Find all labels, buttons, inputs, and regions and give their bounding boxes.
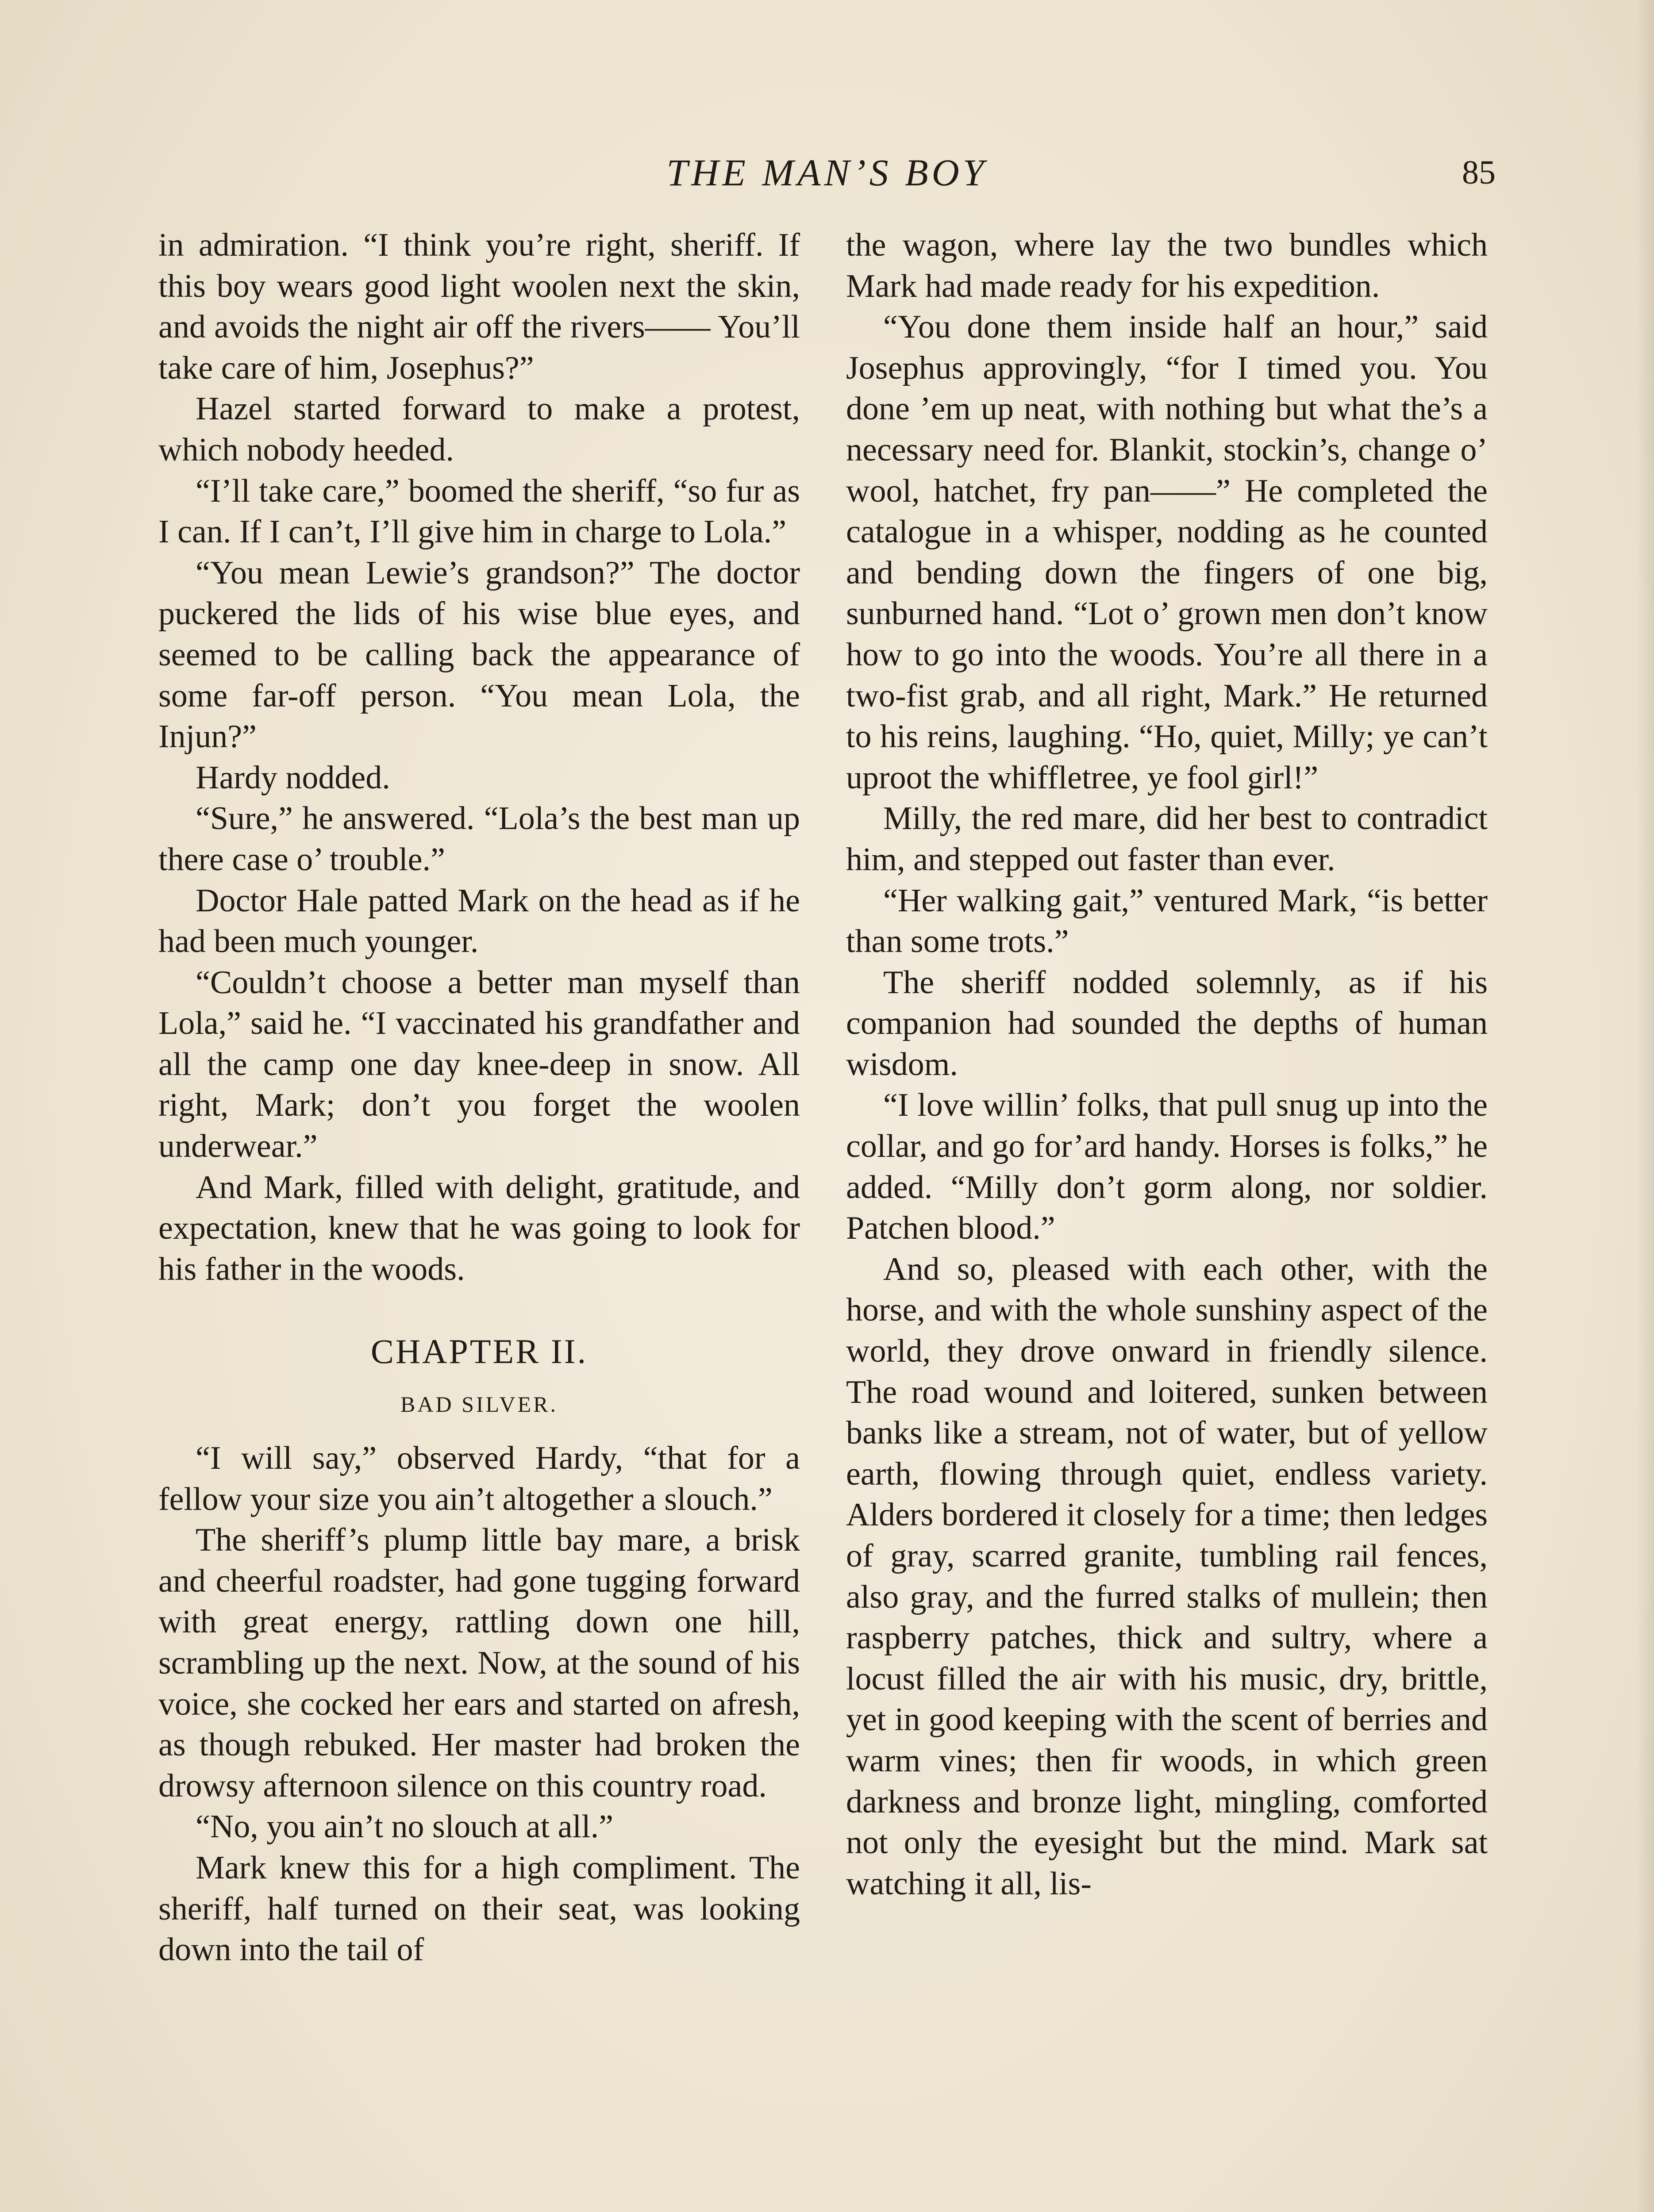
- paragraph: the wagon, where lay the two bundles which Mark had made ready for his expedition.: [846, 227, 1488, 304]
- paragraph: “No, you ain’t no slouch at all.”: [196, 1809, 613, 1845]
- paragraph: The sheriff’s plump little bay mare, a brisk and cheerful roadster, had gone tugging forward with great energy, rattling down one hill, scrambling up the next. Now, at the sound of his voice, she cocked her ears and started on afresh, as though rebuked. Her master had broken the drowsy afternoon silence on this country road.: [158, 1522, 800, 1804]
- left-column: [158, 225, 800, 1970]
- chapter-title: CHAPTER II.: [370, 1332, 588, 1371]
- paragraph: “I will say,” observed Hardy, “that for a fellow your size you ain’t altogether a slouch.”: [158, 1440, 800, 1517]
- paragraph: Hazel started forward to make a protest, which nobody heeded.: [158, 391, 800, 468]
- paragraph: Milly, the red mare, did her best to contradict him, and stepped out faster than ever.: [846, 800, 1488, 878]
- page-number: 85: [1462, 154, 1496, 191]
- paragraph: “You mean Lewie’s grandson?” The doctor puckered the lids of his wise blue eyes, and seemed to be calling back the appearance of some far-off person. “You mean Lola, the Injun?”: [158, 554, 800, 755]
- paragraph: Doctor Hale patted Mark on the head as if he had been much younger.: [158, 882, 800, 960]
- chapter-subtitle: BAD SILVER.: [400, 1392, 558, 1417]
- paragraph: “Sure,” he answered. “Lola’s the best man up there case o’ trouble.”: [158, 800, 800, 878]
- right-column: [846, 225, 1488, 1904]
- paragraph: “I love willin’ folks, that pull snug up into the collar, and go for’ard handy. Horses is folks,” he added. “Milly don’t gorm along, nor soldier. Patchen blood.”: [846, 1087, 1488, 1247]
- paragraph: The sheriff nodded solemnly, as if his companion had sounded the depths of human wisdom.: [846, 964, 1488, 1083]
- running-head-title: THE MAN’S BOY: [666, 151, 988, 194]
- paragraph: in admiration. “I think you’re right, sheriff. If this boy wears good light woolen next the skin, and avoids the night air off the rivers—— You’ll take care of him, Josephus?”: [158, 227, 800, 386]
- paragraph: And so, pleased with each other, with the horse, and with the whole sunshiny aspect of the world, they drove onward in friendly silence. The road wound and loitered, sunken between banks like a stream, not of water, but of yellow earth, flowing through quiet, endless variety. Alders bordered it closely for a time; then ledges of gray, scarred granite, tumbling rail fences, also gray, and the furred stalks of mullein; then raspberry patches, thick and sultry, where a locust filled the air with his music, dry, brittle, yet in good keeping with the scent of berries and warm vines; then fir woods, in which green darkness and bronze light, mingling, comforted not only the eyesight but the mind. Mark sat watching it all, lis-: [846, 1251, 1488, 1902]
- paragraph: Mark knew this for a high compliment. The sheriff, half turned on their seat, was looking down into the tail of: [158, 1849, 800, 1968]
- paragraph: “Couldn’t choose a better man myself than Lola,” said he. “I vaccinated his grandfather and all the camp one day knee-deep in snow. All right, Mark; don’t you forget the woolen underwear.”: [158, 964, 800, 1165]
- paragraph: Hardy nodded.: [196, 759, 390, 796]
- paragraph: And Mark, filled with delight, gratitude, and expectation, knew that he was going to look for his father in the woods.: [158, 1169, 800, 1287]
- paragraph: “Her walking gait,” ventured Mark, “is better than some trots.”: [846, 882, 1488, 960]
- paragraph: “I’ll take care,” boomed the sheriff, “so fur as I can. If I can’t, I’ll give him in charge to Lola.”: [158, 472, 800, 550]
- running-head: [0, 148, 1654, 197]
- paragraph: “You done them inside half an hour,” said Josephus approvingly, “for I timed you. You done ’em up neat, with nothing but what the’s a necessary need for. Blankit, stockin’s, change o’ wool, hatchet, fry pan——” He completed the catalogue in a whisper, nodding as he counted and bending down the fingers of one big, sunburned hand. “Lot o’ grown men don’t know how to go into the woods. You’re all there in a two-fist grab, and all right, Mark.” He returned to his reins, laughing. “Ho, quiet, Milly; ye can’t uproot the whiffletree, ye fool girl!”: [846, 309, 1488, 796]
- page-edge-shadow: [1636, 0, 1654, 2212]
